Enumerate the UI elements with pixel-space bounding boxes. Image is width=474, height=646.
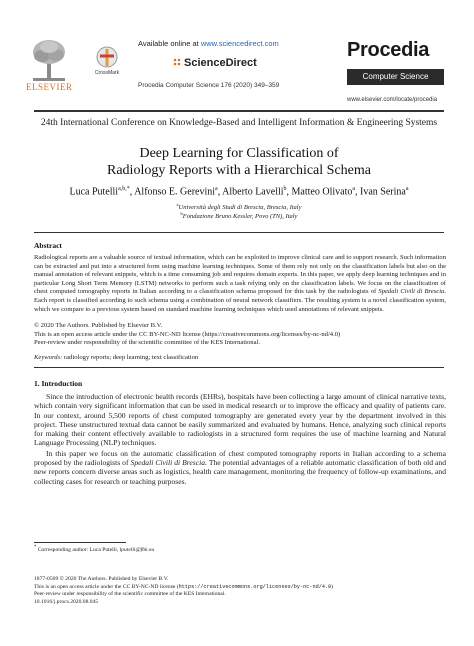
page-footer (34, 576, 446, 606)
intro-text-part: . The potential advantages of a reliable automatic classification of both old and new reports concern diverse areas such as logistics, health care management, monitoring the frequency of follow-up examinations, and collecting cases for research or teaching purposes. (34, 458, 447, 486)
author-name: Matteo Olivato (291, 186, 353, 198)
footer-license-suffix: ) (331, 583, 334, 590)
copyright-line: © 2020 The Authors. Published by Elsevier B.V. (34, 322, 163, 329)
intro-text-part: In this paper we focus on the automatic classification of chest computed tomography reports in Italian according to a schema proposed by the radiologists of (34, 448, 446, 468)
author-name: Ivan Serina (360, 186, 406, 198)
affiliation-mark: b (180, 211, 183, 216)
abstract-text-part: Radiological reports are a valuable source of textual information, which can be exploited to improve clinical care and to support research. Such information can be extracted and put into a structured form using machine learning techniques. Some of them rely not only on the classification labels but also on the manual annotation of relevant snippets, which is a time consuming job and requires domain experts. In this paper, we apply deep learning techniques and in particular Long Short Term Memory (LSTM) networks to perform such a task relying only on the classification labels. We focus on the classification of chest computed tomography reports in Italian according to a classification schema proposed for this task by the radiologists of (34, 254, 446, 296)
sciencedirect-link[interactable]: www.sciencedirect.com (200, 39, 279, 48)
footer-license-prefix: This is an open access article under the CC BY-NC-ND license ( (34, 583, 179, 590)
elsevier-tree-icon (30, 38, 68, 82)
sciencedirect-wordmark (172, 57, 302, 69)
license-link[interactable]: https://creativecommons.org/licenses/by-nc-nd/4.0 (178, 583, 332, 590)
keywords-line (34, 354, 446, 361)
paper-title (34, 145, 444, 179)
procedia-logo (347, 39, 444, 89)
journal-url[interactable]: www.elsevier.com/locate/procedia (347, 97, 438, 103)
affiliation-text: Fondazione Bruno Kessler, Povo (TN), Italy (182, 213, 298, 221)
introduction-body (34, 392, 446, 487)
author-name: Alberto Lavelli (222, 186, 284, 198)
author-affil-mark: a (405, 186, 409, 192)
introduction-heading: 1. Introduction (34, 379, 83, 388)
abstract-heading: Abstract (34, 241, 62, 250)
affiliation (34, 202, 444, 211)
doi-line[interactable]: 10.1016/j.procs.2020.08.045 (34, 598, 99, 605)
journal-citation: Procedia Computer Science 176 (2020) 349–359 (138, 82, 280, 89)
affiliation-mark: a (176, 202, 179, 207)
keywords-label: Keywords: (34, 354, 63, 361)
author-affil-mark: b (283, 186, 287, 192)
intro-hospital-name: Spedali Civili di Brescia (130, 458, 206, 468)
affiliation-text: Università degli Studi di Brescia, Brescia, Italy (178, 204, 302, 212)
peer-review-line: Peer-review under responsibility of the scientific committee of the KES International. (34, 339, 261, 347)
title-line-1: Deep Learning for Classification of (139, 146, 339, 161)
copyright-block (34, 322, 446, 348)
author-email[interactable]: lputelli@fbk.eu (119, 546, 155, 553)
header-divider (34, 110, 444, 112)
conference-name: 24th International Conference on Knowledge-Based and Intelligent Information & Engineering Systems (40, 118, 438, 128)
author-affil-mark: a (352, 186, 356, 192)
license-line[interactable]: This is an open access article under the CC BY-NC-ND license (https://creativecommons.org/licenses/by-nc-nd/4.0) (34, 330, 341, 338)
available-prefix: Available online at (138, 39, 199, 48)
footer-peer-review: Peer-review under responsibility of the scientific committee of the KES International. (34, 591, 226, 597)
platform-name: ScienceDirect (184, 57, 257, 69)
elsevier-logo (26, 38, 72, 94)
abstract-top-rule (34, 232, 444, 233)
abstract-text-part: . Each report is classified according to such schema using a combination of neural network classifiers. The resulting system is a novel classification system, which we compare to a previous system based on standard machine learning techniques which used annotations of relevant snippets. (34, 288, 447, 313)
author-name: Alfonso E. Gerevini (134, 186, 216, 198)
author-affil-mark: a,b,* (118, 186, 130, 192)
abstract-body (34, 254, 446, 314)
abstract-bottom-rule (34, 367, 444, 368)
keywords-list: radiology reports; deep learning; text classification (63, 354, 199, 361)
author-name: Luca Putelli (69, 186, 119, 198)
footer-license-line (34, 584, 446, 592)
issn-line: 1877-0509 © 2020 The Authors. Published by Elsevier B.V. (34, 576, 169, 582)
footnote-rule (34, 542, 126, 543)
crossmark-label: CrossMark (94, 70, 120, 76)
intro-paragraph-2 (34, 449, 446, 486)
affiliation (34, 211, 444, 220)
journal-header (0, 0, 474, 116)
author-list: Luca Putelli$^{a,b,*}$, Alfonso E. Gerevini$^a$, Alberto Lavelli$^b$, Matteo Olivato$^a$, Ivan Serina$^a$ (69, 186, 409, 198)
title-line-2: Radiology Reports with a Hierarchical Schema (107, 163, 371, 178)
corresponding-author-footnote (34, 545, 154, 553)
available-online (138, 39, 279, 48)
author-affil-mark: a (215, 186, 218, 192)
footnote-text: Corresponding author: Luca Putelli, (37, 546, 119, 553)
abstract-hospital-name: Spedali Civili di Brescia (378, 288, 445, 296)
footnote-mark: * (34, 545, 37, 550)
procedia-title: Procedia (347, 39, 430, 61)
procedia-subtitle: Computer Science (347, 69, 444, 85)
intro-paragraph-1: Since the introduction of electronic health records (EHRs), hospitals have been collecting a large amount of clinical narrative texts, which contain very significant information that can be used in medical research or to improve the efficacy and quality of patients care. In our context, around 5,500 reports of chest computed tomography are generated every year by the department involved in this project. These unstructured textual data cannot be easily summarized and evaluated by humans. Hence, analyzing such clinical reports for making their content effectively available to radiologists in a structured form requires the use of machine learning and Natural Language Processing (NLP) techniques. (34, 392, 446, 448)
sciencedirect-icon (172, 57, 182, 67)
elsevier-wordmark: ELSEVIER (26, 82, 73, 92)
